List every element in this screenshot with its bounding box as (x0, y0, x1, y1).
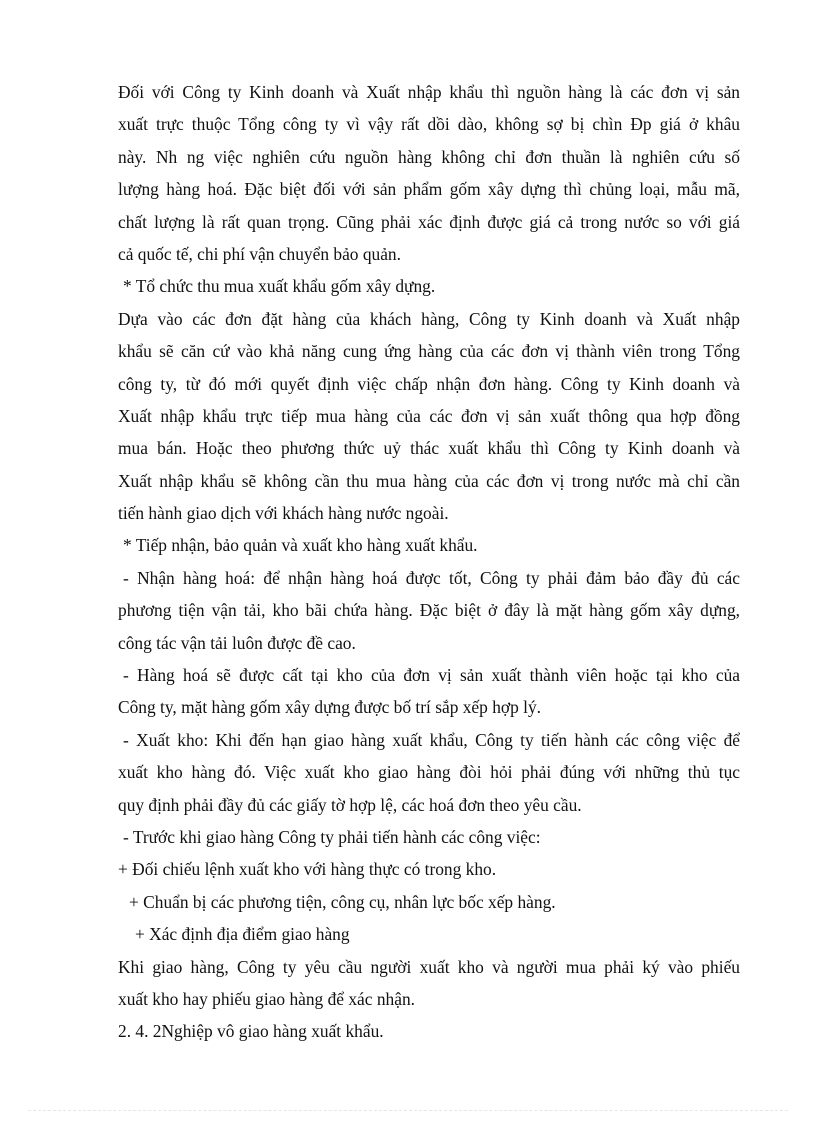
paragraph-line: lượng hàng hoá. Đặc biệt đối với sản phẩm gốm xây dựng thì chủng loại, mẫu mã, (118, 179, 740, 200)
paragraph-line: Xuất nhập khẩu sẽ không cần thu mua hàng của các đơn vị trong nước mà chỉ cần (118, 470, 740, 491)
paragraph-line: phương tiện vận tải, kho bãi chứa hàng. Đặc biệt ở đây là mặt hàng gốm xây dựng, (118, 600, 740, 621)
page-bottom-divider (28, 1110, 788, 1111)
paragraph-line: này. Nh ng việc nghiên cứu nguồn hàng không chỉ đơn thuần là nghiên cứu số (118, 146, 740, 167)
paragraph-line: Công ty, mặt hàng gốm xây dựng được bố trí sắp xếp hợp lý. (118, 697, 542, 718)
paragraph-line: khẩu sẽ căn cứ vào khả năng cung ứng hàng của các đơn vị thành viên trong Tổng (118, 341, 740, 362)
paragraph-line: công ty, từ đó mới quyết định việc chấp nhận đơn hàng. Công ty Kinh doanh và (118, 373, 740, 394)
section-heading: * Tiếp nhận, bảo quản và xuất kho hàng xuất khẩu. (123, 535, 478, 556)
paragraph-line: Xuất nhập khẩu trực tiếp mua hàng của các đơn vị sản xuất thông qua hợp đồng (118, 405, 740, 426)
paragraph-line: cả quốc tế, chi phí vận chuyển bảo quản. (118, 243, 401, 264)
paragraph-line: công tác vận tải luôn được đề cao. (118, 632, 356, 653)
list-item: - Trước khi giao hàng Công ty phải tiến hành các công việc: (123, 826, 541, 847)
sub-list-item: + Đối chiếu lệnh xuất kho với hàng thực có trong kho. (118, 859, 497, 880)
list-item: - Hàng hoá sẽ được cất tại kho của đơn vị sản xuất thành viên hoặc tại kho của (123, 665, 740, 686)
paragraph-line: tiến hành giao dịch với khách hàng nước ngoài. (118, 503, 449, 524)
list-item: - Nhận hàng hoá: để nhận hàng hoá được tốt, Công ty phải đảm bảo đầy đủ các (123, 567, 740, 588)
paragraph-line: mua bán. Hoặc theo phương thức uỷ thác xuất khẩu thì Công ty Kinh doanh và (118, 438, 740, 459)
paragraph-line: Đối với Công ty Kinh doanh và Xuất nhập khẩu thì nguồn hàng là các đơn vị sản (118, 82, 740, 102)
paragraph-line: xuất trực thuộc Tổng công ty vì vậy rất dồi dào, không sợ bị chìn Đp giá ở khâu (118, 114, 740, 135)
section-heading: * Tổ chức thu mua xuất khẩu gốm xây dựng. (123, 276, 436, 297)
paragraph-line: Dựa vào các đơn đặt hàng của khách hàng, Công ty Kinh doanh và Xuất nhập (118, 308, 740, 329)
paragraph-line: Khi giao hàng, Công ty yêu cầu người xuất kho và người mua phải ký vào phiếu (118, 956, 740, 977)
paragraph-line: xuất kho hàng đó. Việc xuất kho giao hàng đòi hỏi phải đúng với những thủ tục (118, 762, 740, 783)
document-page (118, 76, 740, 1048)
list-item: - Xuất kho: Khi đến hạn giao hàng xuất khẩu, Công ty tiến hành các công việc để (123, 729, 740, 750)
section-title: 2. 4. 2Nghiệp vô giao hàng xuất khẩu. (118, 1021, 384, 1042)
sub-list-item: + Chuẩn bị các phương tiện, công cụ, nhân lực bốc xếp hàng. (129, 891, 556, 912)
sub-list-item: + Xác định địa điểm giao hàng (135, 924, 350, 945)
paragraph-line: quy định phải đầy đủ các giấy tờ hợp lệ, các hoá đơn theo yêu cầu. (118, 794, 582, 815)
paragraph-line: xuất kho hay phiếu giao hàng để xác nhận. (118, 988, 415, 1009)
paragraph-line: chất lượng là rất quan trọng. Cũng phải xác định được giá cả trong nước so với giá (118, 211, 740, 232)
